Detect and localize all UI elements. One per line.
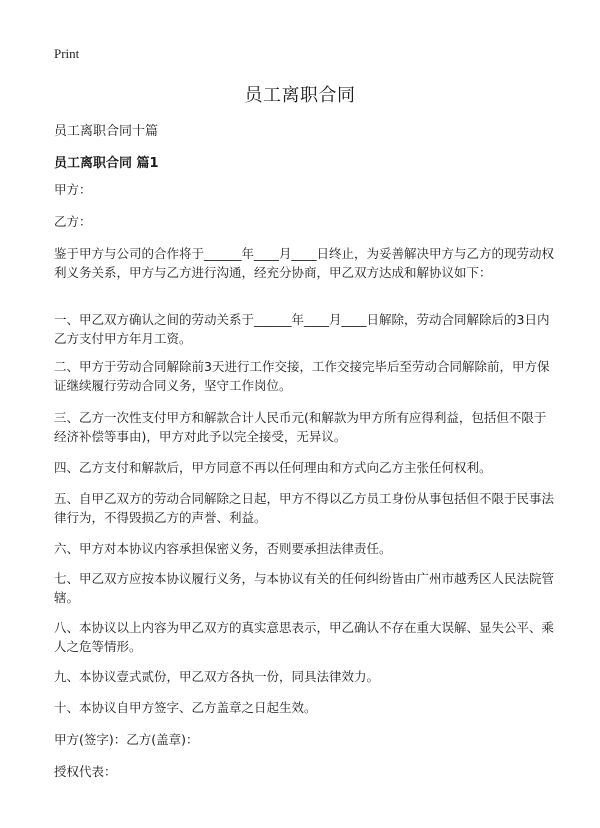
- clause-10: 十、本协议自甲方签字、乙方盖章之日起生效。: [54, 700, 317, 715]
- document-subtitle: 员工离职合同十篇: [54, 124, 159, 139]
- print-link[interactable]: Print: [54, 46, 80, 61]
- clause-3: 三、乙方一次性支付甲方和解款合计人民币元(和解款为甲方所有应得利益，包括但不限于经济补偿等事由)，甲方对此予以完全接受，无异议。: [54, 410, 547, 444]
- clause-4: 四、乙方支付和解款后，甲方同意不再以任何理由和方式向乙方主张任何权利。: [54, 460, 492, 475]
- document-title: 员工离职合同: [244, 85, 356, 106]
- authorized-representative-line: 授权代表：: [54, 764, 117, 779]
- clause-7: 七、甲乙双方应按本协议履行义务，与本协议有关的任何纠纷皆由广州市越秀区人民法院管辖。: [54, 571, 555, 605]
- preamble-paragraph: 鉴于甲方与公司的合作将于______年____月____日终止，为妥善解决甲方与乙方的现劳动权利义务关系，甲方与乙方进行沟通，经充分协商，甲乙双方达成和解协议如下：: [54, 246, 555, 280]
- section-heading: 员工离职合同 篇1: [54, 156, 159, 171]
- clause-6: 六、甲方对本协议内容承担保密义务，否则要承担法律责任。: [54, 541, 392, 556]
- clause-9: 九、本协议壹式贰份，甲乙双方各执一份，同具法律效力。: [54, 669, 380, 684]
- party-a-line: 甲方：: [54, 182, 92, 197]
- party-b-line: 乙方：: [54, 214, 92, 229]
- clause-8: 八、本协议以上内容为甲乙双方的真实意思表示，甲乙确认不存在重大误解、显失公平、乘人之危等情形。: [54, 620, 555, 654]
- clause-5: 五、自甲乙双方的劳动合同解除之日起，甲方不得以乙方员工身份从事包括但不限于民事法律行为，不得毁损乙方的声誉、利益。: [54, 491, 555, 525]
- clause-1: 一、甲乙双方确认之间的劳动关系于______年____月____日解除，劳动合同解除后的3日内乙方支付甲方年月工资。: [54, 312, 550, 346]
- signature-line: 甲方(签字)：乙方(盖章)：: [54, 732, 199, 747]
- clause-2: 二、甲方于劳动合同解除前3天进行工作交接，工作交接完毕后至劳动合同解除前，甲方保证继续履行劳动合同义务，坚守工作岗位。: [54, 359, 550, 393]
